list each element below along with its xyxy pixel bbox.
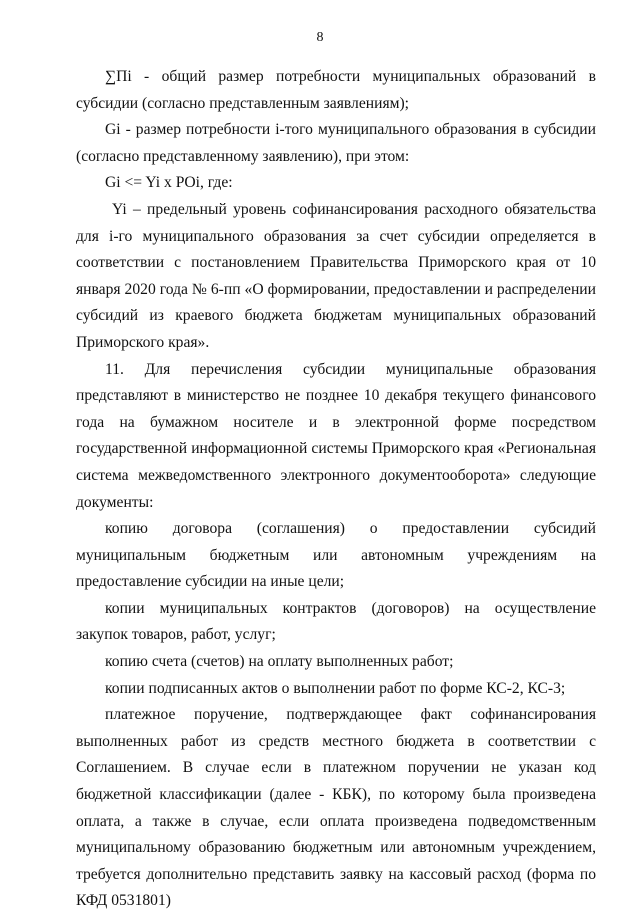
paragraph-formula: Gi <= Yi x POi, где:	[105, 174, 233, 192]
list-item-agreement-copy: копию договора (соглашения) о предоставлении субсидий муниципальным бюджетным или автономным учреждениям на предоставление субсидии на иные цели;	[76, 520, 596, 591]
document-body	[76, 64, 596, 915]
list-item-payment-order: платежное поручение, подтверждающее факт софинансирования выполненных работ из средств местного бюджета в соответствии с Соглашением. В случае если в платежном поручении не указан код бюджетной классификации (далее - КБК), по которому была произведена оплата, а также в случае, если оплата произведена подведомственным муниципальному образованию бюджетным или автономным учреждением, требуется дополнительно представить заявку на кассовый расход (форма по КФД 0531801)	[76, 706, 596, 910]
list-item-invoice-copy: копию счета (счетов) на оплату выполненных работ;	[105, 653, 454, 671]
paragraph-yi-definition: Yi – предельный уровень софинансирования расходного обязательства для i-го муниципального образования за счет субсидии определяется в соответствии с постановлением Правительства Приморского края от 10 января 2020 года № 6-пп «О формировании, предоставлении и распределении субсидий из краевого бюджета бюджетам муниципальных образований Приморского края».	[76, 200, 596, 351]
paragraph-sum-definition: ∑Пi - общий размер потребности муниципальных образований в субсидии (согласно представленным заявлениям);	[76, 68, 596, 112]
list-item-contracts-copy: копии муниципальных контрактов (договоров) на осуществление закупок товаров, работ, услуг;	[76, 599, 596, 644]
page-number: 8	[316, 30, 324, 45]
paragraph-gi-definition: Gi - размер потребности i-того муниципального образования в субсидии (согласно представленному заявлению), при этом:	[76, 121, 596, 165]
list-item-acts-copy: копии подписанных актов о выполнении работ по форме КС-2, КС-3;	[105, 679, 566, 697]
paragraph-item-11: 11. Для перечисления субсидии муниципальные образования представляют в министерство не позднее 10 декабря текущего финансового года на бумажном носителе и в электронной форме посредством государственной информационной системы Приморского края «Региональная система межведомственного электронного документооборота» следующие документы:	[76, 360, 596, 511]
